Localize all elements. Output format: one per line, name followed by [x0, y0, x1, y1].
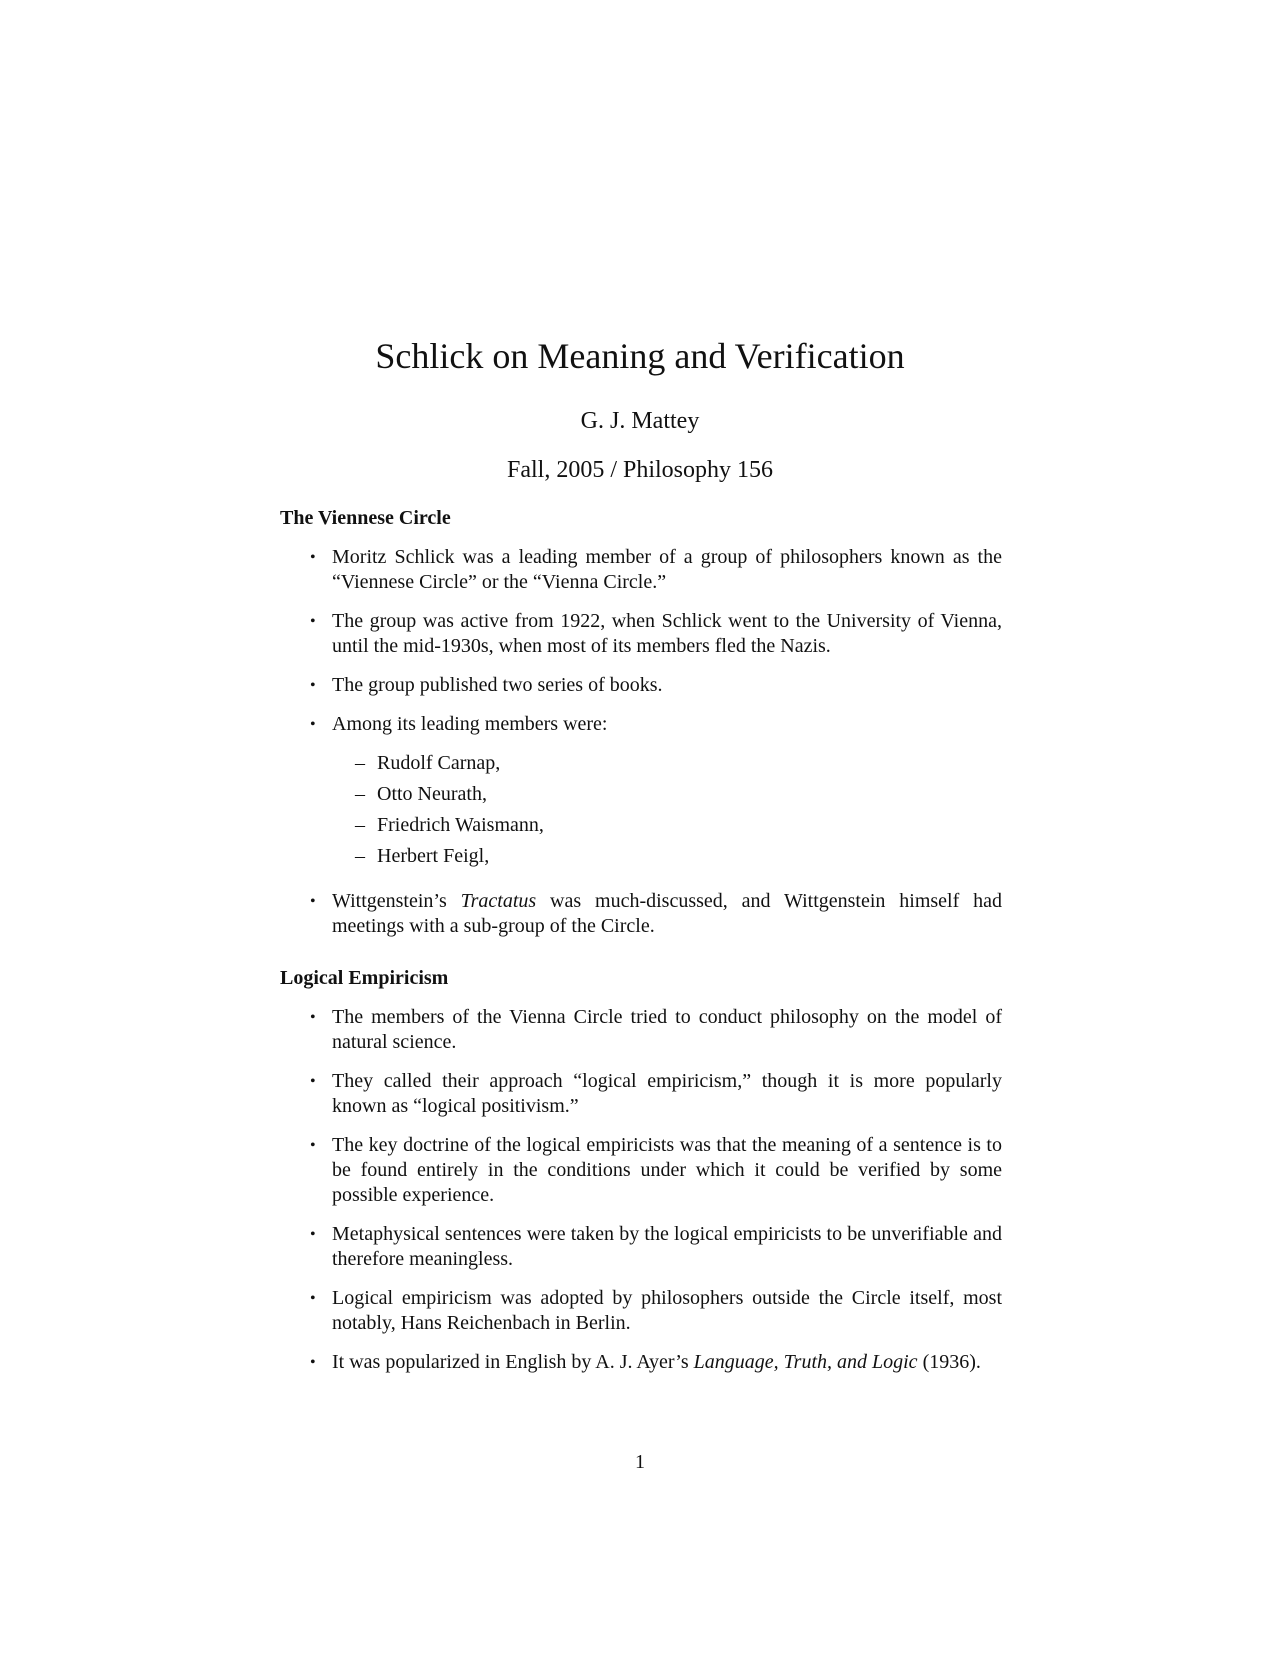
list-item: [280, 545, 1002, 595]
list-item: [280, 1005, 1002, 1055]
document-course: Fall, 2005 / Philosophy 156: [506, 457, 774, 483]
list-item: [280, 609, 1002, 659]
dash-icon: –: [355, 783, 365, 805]
list-item-text: The members of the Vienna Circle tried to conduct philosophy on the model of natural science.: [332, 1006, 1002, 1053]
list-item-text-post: (1936).: [917, 1351, 981, 1373]
list-item: [280, 1350, 1002, 1375]
bullet-icon: •: [310, 1137, 316, 1154]
sublist-item: [332, 782, 1002, 813]
list-item-text: Metaphysical sentences were taken by the logical empiricists to be unverifiable and therefore meaningless.: [332, 1223, 1002, 1270]
bullet-icon: •: [310, 1009, 316, 1026]
sublist-item-text: Otto Neurath,: [377, 783, 487, 805]
dash-icon: –: [355, 752, 365, 774]
bullet-icon: •: [310, 716, 316, 733]
page-number: 1: [635, 1451, 645, 1473]
dash-icon: –: [355, 814, 365, 836]
list-item-text: Logical empiricism was adopted by philosophers outside the Circle itself, most notably, Hans Reichenbach in Berlin.: [332, 1287, 1002, 1334]
sublist-item: [332, 751, 1002, 782]
list-item-text-post: was much-discussed, and Wittgenstein himself had meetings with a sub-group of the Circle.: [332, 890, 1002, 937]
sublist-item: [332, 844, 1002, 875]
section-heading-viennese-circle: The Viennese Circle: [280, 507, 451, 529]
list-viennese-circle: [280, 545, 1002, 953]
sublist-item-text: Rudolf Carnap,: [377, 752, 501, 774]
list-item: [280, 1133, 1002, 1208]
list-item-text: They called their approach “logical empiricism,” though it is more popularly known as “logical positivism.”: [332, 1070, 1002, 1117]
list-item-text-pre: It was popularized in English by A. J. Ayer’s: [332, 1351, 694, 1373]
bullet-icon: •: [310, 1354, 316, 1371]
list-item-text: The key doctrine of the logical empiricists was that the meaning of a sentence is to be found entirely in the conditions under which it could be verified by some possible experience.: [332, 1134, 1002, 1206]
list-item: [280, 712, 1002, 875]
document-title: Schlick on Meaning and Verification: [375, 336, 905, 376]
bullet-icon: •: [310, 549, 316, 566]
document-author: G. J. Mattey: [580, 408, 700, 434]
bullet-icon: •: [310, 613, 316, 630]
members-sublist: [332, 751, 1002, 875]
list-item-text-pre: Wittgenstein’s: [332, 890, 461, 912]
list-item: [280, 1222, 1002, 1272]
book-title-ltl: Language, Truth, and Logic: [693, 1351, 918, 1373]
sublist-item: [332, 813, 1002, 844]
list-item: [280, 1286, 1002, 1336]
list-item: [280, 889, 1002, 939]
list-item-text: The group was active from 1922, when Schlick went to the University of Vienna, until the mid-1930s, when most of its members fled the Nazis.: [332, 610, 1002, 657]
book-title-tractatus: Tractatus: [460, 890, 537, 912]
list-item-text: Moritz Schlick was a leading member of a group of philosophers known as the “Viennese Circle” or the “Vienna Circle.”: [332, 546, 1002, 593]
list-logical-empiricism: [280, 1005, 1002, 1389]
bullet-icon: •: [310, 677, 316, 694]
dash-icon: –: [355, 845, 365, 867]
bullet-icon: •: [310, 1226, 316, 1243]
bullet-icon: •: [310, 1073, 316, 1090]
bullet-icon: •: [310, 893, 316, 910]
bullet-icon: •: [310, 1290, 316, 1307]
list-item-text: Among its leading members were:: [332, 713, 608, 735]
list-item: [280, 673, 1002, 698]
list-item: [280, 1069, 1002, 1119]
list-item-text: The group published two series of books.: [332, 674, 663, 696]
sublist-item-text: Friedrich Waismann,: [377, 814, 544, 836]
sublist-item-text: Herbert Feigl,: [377, 845, 490, 867]
section-heading-logical-empiricism: Logical Empiricism: [280, 967, 449, 989]
